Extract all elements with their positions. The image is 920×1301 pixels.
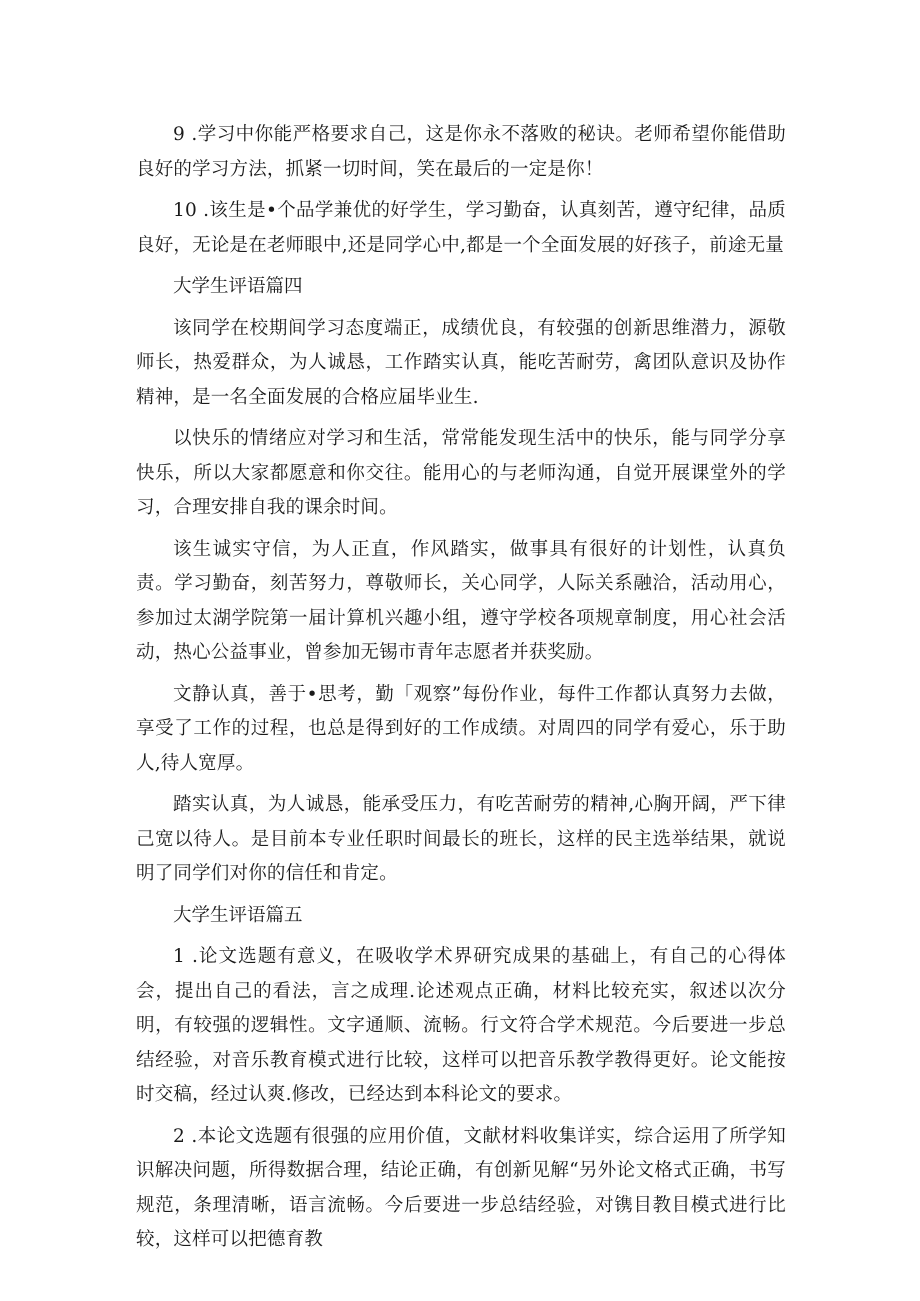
paragraph-item-10: 10 .该生是•个品学兼优的好学生，学习勤奋，认真刻苦，遵守纪律，品质良好，无论是在老师眼中,还是同学心中,都是一个全面发展的好孩子，前途无量 bbox=[136, 200, 786, 256]
section-heading-5: 大学生评语篇五 bbox=[173, 904, 303, 926]
document-body bbox=[136, 118, 786, 1265]
paragraph: 该生诚实守信，为人正直，作风踏实，做事具有很好的计划性，认真负责。学习勤奋，刻苦努力，尊敬师长，关心同学，人际关系融洽，活动用心，参加过太湖学院第一届计算机兴趣小组，遵守学校各项规章制度，用心社会活动，热心公益事业，曾参加无锡市青年志愿者并获奖励。 bbox=[136, 538, 786, 663]
paragraph-item-9: 9 .学习中你能严格要求自己，这是你永不落败的秘诀。老师希望你能借助良好的学习方法，抓紧一切时间，笑在最后的一定是你！ bbox=[136, 124, 786, 180]
section-heading-4: 大学生评语篇四 bbox=[173, 276, 303, 297]
paragraph: 该同学在校期间学习态度端正，成绩优良，有较强的创新思维潜力，源敬师长，热爱群众，为人诚恳，工作踏实认真，能吃苦耐劳，禽团队意识及协作精神，是一名全面发展的合格应届毕业生. bbox=[136, 317, 786, 408]
paragraph: 以快乐的情绪应对学习和生活，常常能发现生活中的快乐，能与同学分享快乐，所以大家都愿意和你交往。能用心的与老师沟通，自觉开展课堂外的学习，合理安排自我的课余时间。 bbox=[136, 428, 786, 518]
paragraph: 踏实认真，为人诚恳，能承受压力，有吃苦耐劳的精神,心胸开阔，严下律己宽以待人。是目前本专业任职时间最长的班长，这样的民主选举结果，就说明了同学们对你的信任和肯定。 bbox=[136, 794, 786, 884]
paragraph-item-2: 2 .本论文选题有很强的应用价值，文献材料收集详实，综合运用了所学知识解决问题，所得数据合理，结论正确，有创新见解“另外论文格式正确，书写规范，条理清晰，语言流畅。今后要进一步总结经验，对镌目教目模式进行比较，这样可以把德育教 bbox=[136, 1125, 786, 1250]
paragraph: 文静认真，善于•思考，勤「观察”每份作业，每件工作都认真努力去做，享受了工作的过程，也总是得到好的工作成绩。对周四的同学有爱心，乐于助人,待人宽厚。 bbox=[136, 683, 786, 774]
paragraph-item-1: 1 .论文选题有意义，在吸收学术界研究成果的基础上，有自己的心得体会，提出自己的看法，言之成理.论述观点正确，材料比较充实，叙述以次分明，有较强的逻辑性。文字通顺、流畅。行文符合学术规范。今后要进一步总结经验，对音乐教育模式进行比较，这样可以把音乐教学教得更好。论文能按时交稿，经过认爽.修改，已经达到本科论文的要求。 bbox=[136, 946, 786, 1105]
